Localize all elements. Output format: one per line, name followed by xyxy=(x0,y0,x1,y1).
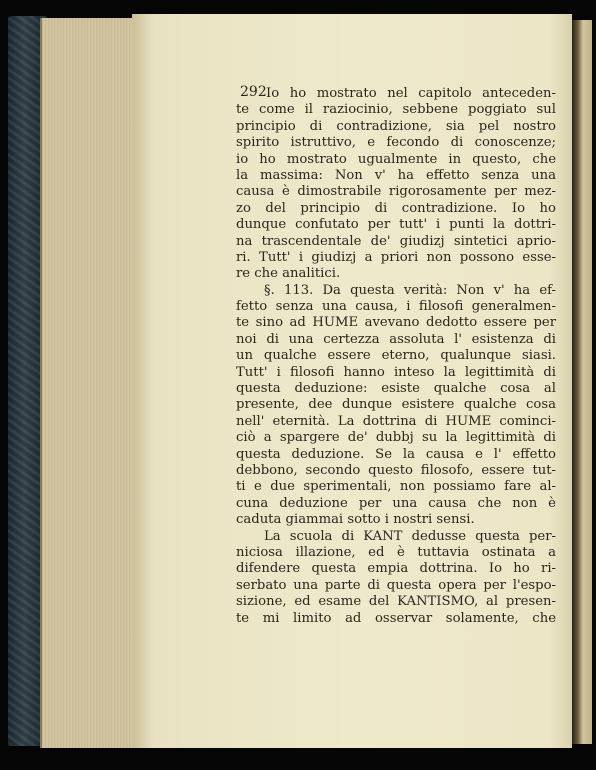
text-line: te sino ad HUME avevano dedotto essere per xyxy=(236,315,556,331)
text-line: io ho mostrato ugualmente in questo, che xyxy=(236,151,556,167)
text-line: Tutt' i filosofi hanno inteso la legittimità di xyxy=(236,364,556,380)
text-line: te mi limito ad osservar solamente, che xyxy=(236,610,556,626)
text-line: sizione, ed esame del KANTISMO, al presen- xyxy=(236,594,556,610)
text-line: cuna deduzione per una causa che non è xyxy=(236,495,556,511)
page-text xyxy=(236,86,556,627)
text-line: Io ho mostrato nel capitolo anteceden- xyxy=(266,86,556,101)
text-line: presente, dee dunque esistere qualche cosa xyxy=(236,397,556,413)
text-line: zo del principio di contradizione. Io ho xyxy=(236,200,556,216)
text-line: causa è dimostrabile rigorosamente per mez- xyxy=(236,184,556,200)
page-edges xyxy=(40,18,138,748)
page-number: 292 xyxy=(240,84,267,100)
text-line: la massima: Non v' ha effetto senza una xyxy=(236,167,556,183)
text-line: La scuola di KANT dedusse questa per- xyxy=(264,528,556,544)
text-line: questa deduzione: esiste qualche cosa al xyxy=(236,381,556,397)
text-line: un qualche essere eterno, qualunque siasi. xyxy=(236,348,556,364)
text-line: nell' eternità. La dottrina di HUME cominci- xyxy=(236,413,556,429)
text-line: caduta giammai sotto i nostri sensi. xyxy=(236,512,475,528)
text-line: serbato una parte di questa opera per l'espo- xyxy=(236,577,556,593)
text-line: difendere questa empia dottrina. Io ho ri- xyxy=(236,561,556,577)
text-line: dunque confutato per tutt' i punti la dottri- xyxy=(236,217,556,233)
text-line: fetto senza una causa, i filosofi generalmen- xyxy=(236,299,556,315)
text-line: principio di contradizione, sia pel nostro xyxy=(236,118,556,134)
text-line: ti e due sperimentali, non possiamo fare al- xyxy=(236,479,556,495)
text-line: na trascendentale de' giudizj sintetici aprio- xyxy=(236,233,556,249)
text-line: re che analitici. xyxy=(236,266,341,282)
text-line: questa deduzione. Se la causa e l' effetto xyxy=(236,446,556,462)
text-line: niciosa illazione, ed è tuttavia ostinata a xyxy=(236,544,556,560)
text-line: §. 113. Da questa verità: Non v' ha ef- xyxy=(264,282,556,298)
text-line: ciò a spargere de' dubbj su la legittimità di xyxy=(236,430,556,446)
text-line: te come il raziocinio, sebbene poggiato sul xyxy=(236,102,556,118)
text-line: spirito istruttivo, e fecondo di conoscenze; xyxy=(236,135,556,151)
facing-page-edge xyxy=(572,20,592,744)
text-line: noi di una certezza assoluta l' esistenza di xyxy=(236,331,556,347)
text-line: ri. Tutt' i giudizj a priori non possono esse- xyxy=(236,249,556,265)
text-line: debbono, secondo questo filosofo, essere tut- xyxy=(236,462,556,478)
